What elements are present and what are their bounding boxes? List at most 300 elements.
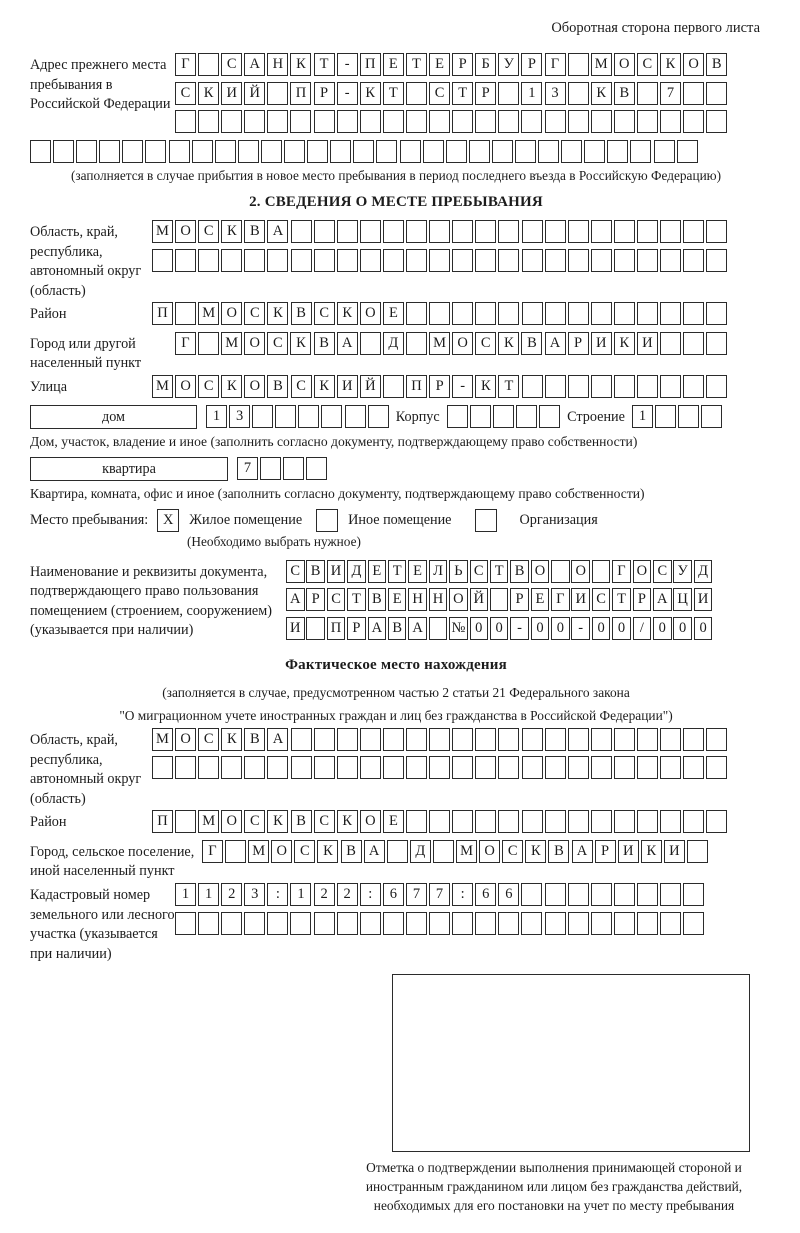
form-cell[interactable] — [469, 140, 490, 163]
form-cell[interactable] — [406, 220, 427, 243]
form-cell[interactable] — [452, 810, 473, 833]
form-cell[interactable] — [701, 405, 722, 428]
form-cell[interactable] — [683, 375, 704, 398]
form-cell[interactable] — [522, 728, 543, 751]
form-cell[interactable] — [614, 756, 635, 779]
form-cell[interactable] — [545, 883, 566, 906]
form-cell[interactable] — [368, 405, 389, 428]
form-cell[interactable]: 3 — [545, 82, 566, 105]
form-cell[interactable] — [637, 220, 658, 243]
form-cell[interactable]: И — [286, 617, 305, 640]
form-cell[interactable]: И — [571, 588, 590, 611]
form-cell[interactable] — [337, 110, 358, 133]
form-cell[interactable] — [400, 140, 421, 163]
form-cell[interactable]: О — [175, 220, 196, 243]
form-cell[interactable] — [683, 82, 704, 105]
form-cell[interactable]: 0 — [612, 617, 631, 640]
form-cell[interactable]: О — [175, 375, 196, 398]
checkbox-organization[interactable] — [475, 509, 497, 532]
form-cell[interactable] — [591, 810, 612, 833]
form-cell[interactable]: : — [452, 883, 473, 906]
form-cell[interactable]: О — [531, 560, 550, 583]
form-cell[interactable] — [637, 110, 658, 133]
form-cell[interactable] — [429, 617, 448, 640]
house-type-box[interactable]: дом — [30, 405, 197, 429]
form-cell[interactable]: К — [221, 375, 242, 398]
form-cell[interactable] — [198, 332, 219, 355]
form-cell[interactable]: А — [286, 588, 305, 611]
form-cell[interactable] — [591, 249, 612, 272]
form-cell[interactable] — [337, 249, 358, 272]
form-cell[interactable] — [406, 912, 427, 935]
form-cell[interactable] — [169, 140, 190, 163]
form-cell[interactable] — [614, 249, 635, 272]
form-cell[interactable]: А — [653, 588, 672, 611]
form-cell[interactable]: О — [479, 840, 500, 863]
form-cell[interactable]: Р — [452, 53, 473, 76]
form-cell[interactable] — [198, 53, 219, 76]
form-cell[interactable] — [591, 375, 612, 398]
form-cell[interactable] — [360, 912, 381, 935]
form-cell[interactable]: К — [267, 302, 288, 325]
form-cell[interactable] — [706, 220, 727, 243]
form-cell[interactable] — [545, 249, 566, 272]
form-cell[interactable] — [521, 110, 542, 133]
form-cell[interactable] — [516, 405, 537, 428]
form-cell[interactable]: О — [683, 53, 704, 76]
form-cell[interactable] — [221, 249, 242, 272]
form-cell[interactable]: 6 — [475, 883, 496, 906]
form-cell[interactable]: О — [271, 840, 292, 863]
form-cell[interactable] — [522, 375, 543, 398]
form-cell[interactable] — [498, 912, 519, 935]
form-cell[interactable]: И — [664, 840, 685, 863]
form-cell[interactable]: М — [152, 728, 173, 751]
form-cell[interactable] — [706, 756, 727, 779]
form-cell[interactable] — [145, 140, 166, 163]
form-cell[interactable]: 7 — [237, 457, 258, 480]
form-cell[interactable] — [683, 728, 704, 751]
form-cell[interactable]: С — [291, 375, 312, 398]
form-cell[interactable]: Г — [545, 53, 566, 76]
form-cell[interactable]: С — [198, 375, 219, 398]
form-cell[interactable] — [452, 756, 473, 779]
form-cell[interactable]: С — [314, 302, 335, 325]
form-cell[interactable]: Р — [347, 617, 366, 640]
form-cell[interactable] — [406, 249, 427, 272]
form-cell[interactable]: Р — [510, 588, 529, 611]
form-cell[interactable]: П — [406, 375, 427, 398]
form-cell[interactable] — [306, 457, 327, 480]
form-cell[interactable]: 0 — [592, 617, 611, 640]
form-cell[interactable]: В — [614, 82, 635, 105]
form-cell[interactable] — [683, 810, 704, 833]
form-cell[interactable]: К — [525, 840, 546, 863]
form-cell[interactable] — [330, 140, 351, 163]
form-cell[interactable] — [337, 756, 358, 779]
form-cell[interactable]: С — [244, 810, 265, 833]
form-cell[interactable] — [221, 912, 242, 935]
form-cell[interactable] — [267, 249, 288, 272]
form-cell[interactable] — [568, 375, 589, 398]
form-cell[interactable] — [591, 912, 612, 935]
form-cell[interactable] — [475, 756, 496, 779]
form-cell[interactable]: П — [152, 810, 173, 833]
form-cell[interactable] — [660, 756, 681, 779]
form-cell[interactable] — [429, 302, 450, 325]
form-cell[interactable]: Т — [388, 560, 407, 583]
form-cell[interactable]: О — [175, 728, 196, 751]
form-cell[interactable] — [683, 110, 704, 133]
form-cell[interactable] — [568, 302, 589, 325]
form-cell[interactable]: В — [291, 810, 312, 833]
form-cell[interactable] — [538, 140, 559, 163]
form-cell[interactable] — [545, 756, 566, 779]
form-cell[interactable]: У — [498, 53, 519, 76]
form-cell[interactable]: Й — [244, 82, 265, 105]
form-cell[interactable] — [429, 810, 450, 833]
form-cell[interactable] — [452, 220, 473, 243]
form-cell[interactable] — [637, 912, 658, 935]
form-cell[interactable]: П — [360, 53, 381, 76]
form-cell[interactable]: К — [641, 840, 662, 863]
form-cell[interactable] — [498, 110, 519, 133]
form-cell[interactable]: Л — [429, 560, 448, 583]
form-cell[interactable]: 1 — [206, 405, 227, 428]
form-cell[interactable] — [614, 375, 635, 398]
form-cell[interactable] — [275, 405, 296, 428]
form-cell[interactable] — [267, 756, 288, 779]
form-cell[interactable] — [607, 140, 628, 163]
form-cell[interactable] — [353, 140, 374, 163]
form-cell[interactable] — [429, 728, 450, 751]
form-cell[interactable] — [655, 405, 676, 428]
form-cell[interactable] — [175, 810, 196, 833]
form-cell[interactable] — [660, 728, 681, 751]
form-cell[interactable]: 1 — [198, 883, 219, 906]
form-cell[interactable] — [614, 728, 635, 751]
form-cell[interactable] — [654, 140, 675, 163]
form-cell[interactable] — [360, 728, 381, 751]
form-cell[interactable] — [568, 883, 589, 906]
form-cell[interactable] — [429, 912, 450, 935]
form-cell[interactable] — [475, 249, 496, 272]
form-cell[interactable] — [475, 110, 496, 133]
form-cell[interactable]: Р — [475, 82, 496, 105]
form-cell[interactable] — [215, 140, 236, 163]
form-cell[interactable] — [314, 912, 335, 935]
form-cell[interactable] — [521, 912, 542, 935]
form-cell[interactable]: М — [152, 375, 173, 398]
form-cell[interactable] — [591, 728, 612, 751]
form-cell[interactable]: А — [408, 617, 427, 640]
form-cell[interactable] — [244, 249, 265, 272]
form-cell[interactable] — [360, 220, 381, 243]
form-cell[interactable] — [545, 375, 566, 398]
form-cell[interactable]: К — [591, 82, 612, 105]
form-cell[interactable] — [383, 220, 404, 243]
form-cell[interactable] — [175, 249, 196, 272]
apartment-type-box[interactable]: квартира — [30, 457, 228, 481]
form-cell[interactable]: Т — [498, 375, 519, 398]
form-cell[interactable]: 2 — [221, 883, 242, 906]
form-cell[interactable]: К — [475, 375, 496, 398]
form-cell[interactable]: А — [267, 728, 288, 751]
form-cell[interactable] — [122, 140, 143, 163]
form-cell[interactable] — [406, 756, 427, 779]
form-cell[interactable]: О — [221, 810, 242, 833]
form-cell[interactable] — [198, 110, 219, 133]
form-cell[interactable]: В — [244, 728, 265, 751]
form-cell[interactable] — [406, 810, 427, 833]
form-cell[interactable]: С — [267, 332, 288, 355]
form-cell[interactable]: К — [337, 810, 358, 833]
form-cell[interactable] — [492, 140, 513, 163]
form-cell[interactable]: Р — [568, 332, 589, 355]
form-cell[interactable] — [321, 405, 342, 428]
form-cell[interactable]: 0 — [694, 617, 713, 640]
form-cell[interactable] — [660, 332, 681, 355]
form-cell[interactable] — [291, 249, 312, 272]
form-cell[interactable]: О — [360, 810, 381, 833]
form-cell[interactable]: 6 — [383, 883, 404, 906]
form-cell[interactable] — [522, 756, 543, 779]
form-cell[interactable] — [614, 883, 635, 906]
form-cell[interactable] — [660, 249, 681, 272]
form-cell[interactable]: О — [452, 332, 473, 355]
form-cell[interactable]: С — [637, 53, 658, 76]
form-cell[interactable]: С — [592, 588, 611, 611]
form-cell[interactable] — [429, 220, 450, 243]
form-cell[interactable]: О — [571, 560, 590, 583]
form-cell[interactable]: К — [360, 82, 381, 105]
form-cell[interactable]: И — [618, 840, 639, 863]
form-cell[interactable] — [314, 756, 335, 779]
form-cell[interactable] — [614, 912, 635, 935]
form-cell[interactable]: У — [673, 560, 692, 583]
form-cell[interactable] — [175, 756, 196, 779]
form-cell[interactable]: 7 — [429, 883, 450, 906]
form-cell[interactable]: К — [221, 220, 242, 243]
form-cell[interactable]: Ь — [449, 560, 468, 583]
form-cell[interactable]: В — [510, 560, 529, 583]
form-cell[interactable] — [568, 53, 589, 76]
form-cell[interactable] — [252, 405, 273, 428]
form-cell[interactable]: - — [337, 53, 358, 76]
form-cell[interactable]: В — [267, 375, 288, 398]
form-cell[interactable]: - — [452, 375, 473, 398]
form-cell[interactable]: 0 — [653, 617, 672, 640]
form-cell[interactable]: Т — [452, 82, 473, 105]
form-cell[interactable]: 1 — [290, 883, 311, 906]
form-cell[interactable]: Г — [551, 588, 570, 611]
form-cell[interactable] — [660, 375, 681, 398]
form-cell[interactable] — [660, 220, 681, 243]
form-cell[interactable]: М — [198, 810, 219, 833]
form-cell[interactable]: М — [152, 220, 173, 243]
form-cell[interactable]: 0 — [673, 617, 692, 640]
form-cell[interactable] — [498, 249, 519, 272]
form-cell[interactable]: 0 — [490, 617, 509, 640]
form-cell[interactable]: Е — [429, 53, 450, 76]
form-cell[interactable]: С — [653, 560, 672, 583]
form-cell[interactable] — [383, 249, 404, 272]
form-cell[interactable]: Р — [521, 53, 542, 76]
form-cell[interactable] — [545, 810, 566, 833]
form-cell[interactable]: 0 — [551, 617, 570, 640]
form-cell[interactable]: К — [337, 302, 358, 325]
form-cell[interactable]: П — [327, 617, 346, 640]
form-cell[interactable] — [406, 332, 427, 355]
form-cell[interactable]: 0 — [470, 617, 489, 640]
form-cell[interactable]: Д — [410, 840, 431, 863]
form-cell[interactable]: Р — [306, 588, 325, 611]
form-cell[interactable] — [706, 810, 727, 833]
form-cell[interactable] — [498, 82, 519, 105]
form-cell[interactable]: Н — [408, 588, 427, 611]
form-cell[interactable] — [452, 110, 473, 133]
form-cell[interactable]: М — [221, 332, 242, 355]
form-cell[interactable] — [568, 249, 589, 272]
form-cell[interactable]: О — [449, 588, 468, 611]
form-cell[interactable] — [30, 140, 51, 163]
form-cell[interactable] — [614, 220, 635, 243]
form-cell[interactable]: Е — [531, 588, 550, 611]
form-cell[interactable] — [475, 220, 496, 243]
form-cell[interactable] — [314, 728, 335, 751]
form-cell[interactable]: Е — [388, 588, 407, 611]
form-cell[interactable]: О — [614, 53, 635, 76]
form-cell[interactable] — [493, 405, 514, 428]
form-cell[interactable] — [683, 302, 704, 325]
form-cell[interactable] — [683, 332, 704, 355]
checkbox-other-premises[interactable] — [316, 509, 338, 532]
form-cell[interactable]: К — [221, 728, 242, 751]
form-cell[interactable]: В — [291, 302, 312, 325]
form-cell[interactable]: К — [198, 82, 219, 105]
form-cell[interactable] — [568, 756, 589, 779]
form-cell[interactable] — [683, 756, 704, 779]
form-cell[interactable] — [423, 140, 444, 163]
form-cell[interactable]: В — [548, 840, 569, 863]
form-cell[interactable] — [406, 728, 427, 751]
form-cell[interactable] — [521, 883, 542, 906]
form-cell[interactable]: В — [314, 332, 335, 355]
form-cell[interactable] — [660, 810, 681, 833]
form-cell[interactable] — [429, 110, 450, 133]
form-cell[interactable] — [498, 810, 519, 833]
form-cell[interactable]: В — [244, 220, 265, 243]
form-cell[interactable] — [429, 756, 450, 779]
form-cell[interactable]: С — [294, 840, 315, 863]
form-cell[interactable] — [706, 332, 727, 355]
form-cell[interactable] — [337, 728, 358, 751]
form-cell[interactable] — [630, 140, 651, 163]
form-cell[interactable] — [637, 82, 658, 105]
form-cell[interactable] — [99, 140, 120, 163]
form-cell[interactable]: С — [244, 302, 265, 325]
form-cell[interactable]: Г — [175, 53, 196, 76]
form-cell[interactable]: Н — [267, 53, 288, 76]
form-cell[interactable] — [522, 249, 543, 272]
form-cell[interactable]: К — [660, 53, 681, 76]
form-cell[interactable] — [568, 810, 589, 833]
form-cell[interactable] — [244, 756, 265, 779]
form-cell[interactable] — [267, 82, 288, 105]
form-cell[interactable]: № — [449, 617, 468, 640]
form-cell[interactable] — [591, 220, 612, 243]
form-cell[interactable]: Г — [175, 332, 196, 355]
form-cell[interactable] — [387, 840, 408, 863]
form-cell[interactable] — [452, 249, 473, 272]
form-cell[interactable] — [198, 249, 219, 272]
form-cell[interactable] — [291, 756, 312, 779]
form-cell[interactable] — [383, 728, 404, 751]
form-cell[interactable]: О — [244, 375, 265, 398]
form-cell[interactable]: С — [198, 220, 219, 243]
form-cell[interactable]: 0 — [531, 617, 550, 640]
form-cell[interactable]: 6 — [498, 883, 519, 906]
form-cell[interactable] — [337, 220, 358, 243]
form-cell[interactable] — [283, 457, 304, 480]
form-cell[interactable] — [447, 405, 468, 428]
form-cell[interactable] — [260, 457, 281, 480]
form-cell[interactable] — [706, 249, 727, 272]
form-cell[interactable] — [591, 110, 612, 133]
form-cell[interactable] — [637, 756, 658, 779]
form-cell[interactable]: П — [290, 82, 311, 105]
form-cell[interactable]: К — [314, 375, 335, 398]
form-cell[interactable]: 1 — [175, 883, 196, 906]
form-cell[interactable] — [475, 302, 496, 325]
form-cell[interactable] — [637, 249, 658, 272]
form-cell[interactable]: И — [637, 332, 658, 355]
form-cell[interactable]: К — [498, 332, 519, 355]
form-cell[interactable] — [637, 883, 658, 906]
form-cell[interactable] — [360, 756, 381, 779]
form-cell[interactable]: Д — [694, 560, 713, 583]
form-cell[interactable] — [637, 810, 658, 833]
form-cell[interactable] — [660, 912, 681, 935]
form-cell[interactable]: 1 — [632, 405, 653, 428]
form-cell[interactable]: Т — [383, 82, 404, 105]
form-cell[interactable] — [545, 110, 566, 133]
form-cell[interactable] — [267, 912, 288, 935]
form-cell[interactable] — [406, 302, 427, 325]
form-cell[interactable] — [475, 912, 496, 935]
form-cell[interactable]: Т — [347, 588, 366, 611]
form-cell[interactable] — [360, 332, 381, 355]
form-cell[interactable]: А — [337, 332, 358, 355]
form-cell[interactable]: Н — [429, 588, 448, 611]
form-cell[interactable]: И — [327, 560, 346, 583]
form-cell[interactable]: Т — [314, 53, 335, 76]
form-cell[interactable]: А — [368, 617, 387, 640]
form-cell[interactable]: Т — [406, 53, 427, 76]
form-cell[interactable]: Ц — [673, 588, 692, 611]
form-cell[interactable]: В — [521, 332, 542, 355]
form-cell[interactable]: : — [360, 883, 381, 906]
form-cell[interactable]: А — [545, 332, 566, 355]
form-cell[interactable]: С — [198, 728, 219, 751]
form-cell[interactable] — [683, 912, 704, 935]
form-cell[interactable]: Й — [360, 375, 381, 398]
form-cell[interactable] — [192, 140, 213, 163]
form-cell[interactable]: С — [314, 810, 335, 833]
form-cell[interactable] — [198, 756, 219, 779]
form-cell[interactable] — [678, 405, 699, 428]
form-cell[interactable] — [498, 302, 519, 325]
